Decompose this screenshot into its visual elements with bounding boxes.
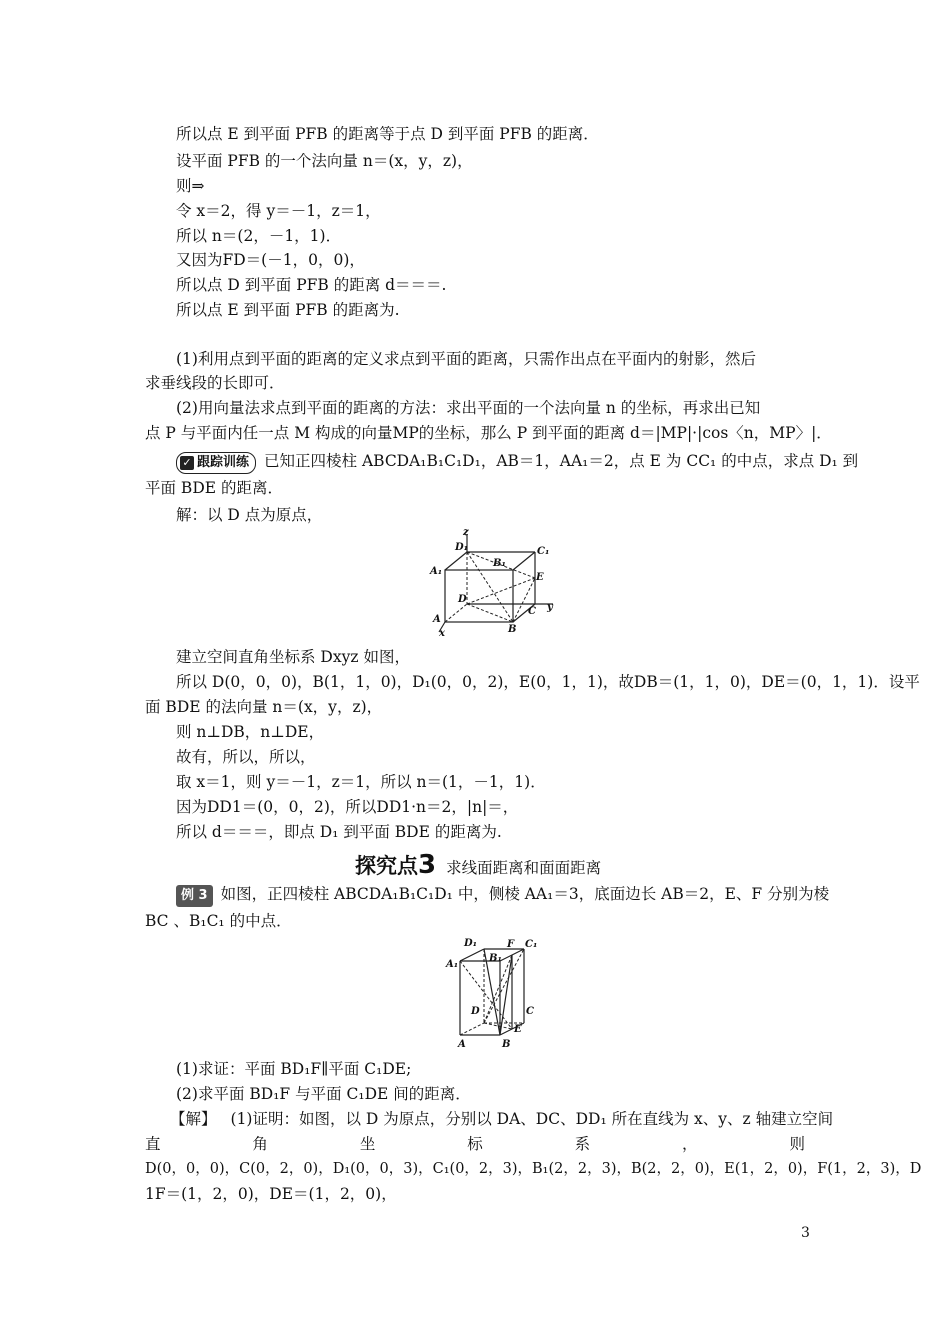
text-line: 则 n⊥DB，n⊥DE，	[176, 723, 325, 741]
text-line: 1F＝(1，2，0)，DE＝(1，2，0)，	[145, 1185, 397, 1203]
text-line: (1)利用点到平面的距离的定义求点到平面的距离，只需作出点在平面内的射影，然后	[176, 350, 756, 368]
fig1-label: y	[547, 602, 553, 613]
text-glyph: ，	[682, 1135, 698, 1153]
check-icon: ✓	[180, 456, 194, 470]
fig1-label: C	[528, 606, 536, 617]
text-line: 面 BDE 的法向量 n＝(x，y，z)，	[145, 698, 383, 716]
text-line: 所以 d＝＝＝，即点 D₁ 到平面 BDE 的距离为.	[176, 823, 502, 841]
text-glyph: 系	[574, 1135, 591, 1153]
follow-training-badge: ✓ 跟踪训练	[176, 452, 256, 474]
fig2-label: D	[471, 1006, 480, 1017]
prism-figure-2	[444, 937, 544, 1052]
fig2-label: A₁	[446, 959, 459, 970]
fig2-label: F	[507, 939, 515, 950]
follow-training-line	[176, 451, 858, 474]
section-heading	[355, 850, 601, 880]
fig2-label: D₁	[464, 938, 478, 949]
fig2-label: E	[514, 1024, 522, 1035]
text-line: BC 、B₁C₁ 的中点．	[145, 912, 292, 930]
example-line	[176, 884, 829, 907]
page-number: 3	[801, 1225, 810, 1241]
fig1-label: B	[508, 624, 517, 635]
text-line: 所以 D(0，0，0)，B(1，1，0)，D₁(0，0，2)，E(0，1，1)，故DB＝(1，1，0)，DE＝(0，1，1)．设平	[176, 673, 920, 691]
fig1-label: D	[458, 594, 467, 605]
fig1-label: A₁	[430, 566, 443, 577]
text-line: 设平面 PFB 的一个法向量 n＝(x，y，z)，	[176, 152, 473, 170]
text-line: 建立空间直角坐标系 Dxyz 如图，	[176, 648, 410, 666]
text-line: (2)求平面 BD₁F 与平面 C₁DE 间的距离．	[176, 1085, 471, 1103]
solution-label: 【解】	[170, 1110, 217, 1128]
text-line: 所以点 D 到平面 PFB 的距离 d＝＝＝.	[176, 276, 447, 294]
text-line: 取 x＝1，则 y＝－1，z＝1，所以 n＝(1，－1，1)．	[176, 773, 546, 791]
text-line: 平面 BDE 的距离．	[145, 479, 283, 497]
text-line: 解：以 D 点为原点，	[176, 506, 323, 524]
fig2-label: B	[502, 1039, 511, 1050]
text-line: (1)求证：平面 BD₁F∥平面 C₁DE;	[176, 1060, 412, 1078]
text-line: D(0，0，0)，C(0，2，0)，D₁(0，0，3)，C₁(0，2，3)，B₁(2，2，3)，B(2，2，0)，E(1，2，0)，F(1，2，3)，D	[145, 1161, 922, 1177]
text-line: 已知正四棱柱 ABCDA₁B₁C₁D₁，AB＝1，AA₁＝2，点 E 为 CC₁ 的中点，求点 D₁ 到	[264, 452, 859, 470]
justified-line	[145, 1134, 805, 1154]
fig1-label: D₁	[455, 542, 469, 553]
fig1-label: B₁	[493, 558, 506, 569]
text-line: 故有，所以，所以，	[176, 748, 316, 766]
text-glyph: 则	[789, 1135, 805, 1153]
text-line: (1)证明：如图，以 D 为原点，分别以 DA、DC、DD₁ 所在直线为 x、y、z 轴建立空间	[230, 1110, 834, 1128]
fig2-label: A	[458, 1039, 466, 1050]
text-line: 如图，正四棱柱 ABCDA₁B₁C₁D₁ 中，侧棱 AA₁＝3，底面边长 AB＝2，E、F 分别为棱	[220, 885, 830, 903]
example-badge: 例 3	[176, 885, 213, 907]
cube-figure-1	[425, 528, 560, 638]
text-line: 又因为FD＝(－1，0，0)，	[176, 251, 365, 269]
text-line: 则⇒	[176, 177, 205, 195]
fig1-label: A	[433, 614, 441, 625]
text-glyph: 坐	[359, 1135, 376, 1153]
fig1-label: E	[536, 572, 544, 583]
section-number: 3	[418, 850, 437, 880]
text-line: 所以点 E 到平面 PFB 的距离等于点 D 到平面 PFB 的距离．	[176, 125, 599, 143]
text-line: 点 P 与平面内任一点 M 构成的向量MP的坐标，那么 P 到平面的距离 d＝|MP|·|cos〈n，MP〉|．	[145, 424, 832, 442]
text-line: 求垂线段的长即可．	[145, 374, 285, 392]
text-line: 因为DD1＝(0，0，2)，所以DD1·n＝2，|n|＝，	[176, 798, 519, 816]
solution-line	[170, 1109, 833, 1129]
fig1-label: C₁	[537, 546, 550, 557]
fig1-label: z	[463, 528, 469, 538]
fig2-label: C	[526, 1006, 534, 1017]
text-glyph: 标	[467, 1135, 483, 1153]
fig2-label: C₁	[525, 939, 538, 950]
text-line: (2)用向量法求点到平面的距离的方法：求出平面的一个法向量 n 的坐标，再求出已知	[176, 399, 761, 417]
fig1-label: x	[439, 628, 445, 638]
section-title: 探究点	[355, 854, 418, 878]
fig2-label: B₁	[489, 953, 502, 964]
text-line: 令 x＝2，得 y＝－1，z＝1，	[176, 202, 381, 220]
text-line: 所以 n＝(2，－1，1)．	[176, 227, 342, 245]
text-line: 所以点 E 到平面 PFB 的距离为.	[176, 301, 400, 319]
section-subtitle: 求线面距离和面面距离	[446, 859, 602, 877]
text-glyph: 直	[145, 1135, 161, 1153]
text-glyph: 角	[252, 1135, 268, 1153]
